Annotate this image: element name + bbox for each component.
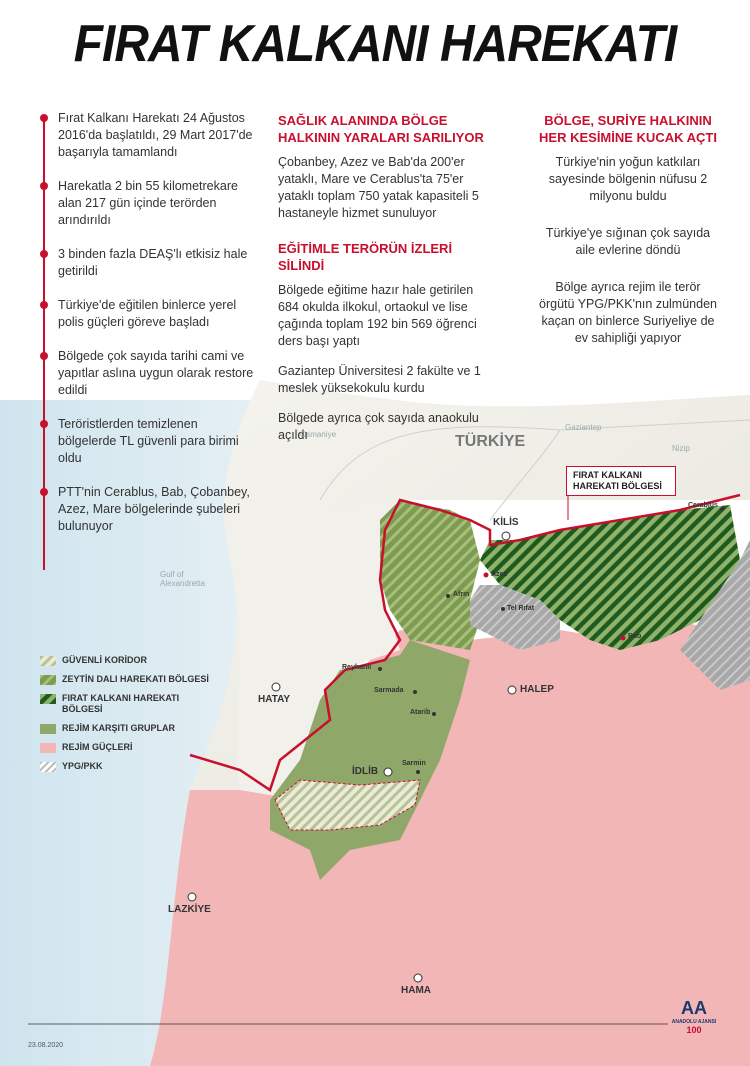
bullet-text: PTT'nin Cerablus, Bab, Çobanbey, Azez, Mare bölgelerinde şubeleri bulunuyor: [58, 485, 250, 533]
publish-date: 23.08.2020: [28, 1042, 64, 1049]
marker-lazkiye: [188, 893, 196, 901]
marker-atarib: [432, 712, 436, 716]
map-legend: [40, 655, 220, 780]
marker-bab: [621, 636, 626, 641]
label-osmaniye: Osmaniye: [300, 430, 337, 439]
bullet-text: Harekatla 2 bin 55 kilometrekare alan 217 gün içinde terörden arındırıldı: [58, 179, 238, 227]
bullet-item: [36, 416, 256, 467]
legend-item-ypg: [40, 761, 220, 772]
label-hatay: HATAY: [258, 694, 291, 705]
health-heading: SAĞLIK ALANINDA BÖLGE HALKININ YARALARI SARILIYOR: [278, 113, 484, 145]
marker-kilis: [502, 532, 510, 540]
label-kilis: KİLİS: [493, 517, 519, 528]
legend-label: GÜVENLİ KORİDOR: [62, 655, 148, 665]
bullet-dot-icon: [40, 182, 48, 190]
hosting-text: Bölge ayrıca rejim ile terör örgütü YPG/PKK'nın zulmünden kaçan on binlerce Suriyeliye de ev sahipliği yapıyor: [539, 280, 717, 345]
refugee-heading: BÖLGE, SURİYE HALKININ HER KESİMİNE KUCAK AÇTI: [539, 113, 717, 145]
label-gulf: Gulf of Alexandretta: [160, 570, 205, 588]
label-bab: Bab: [628, 633, 642, 640]
legend-label: REJİM KARŞITI GRUPLAR: [62, 723, 176, 733]
anniversary-mark: 100: [686, 1025, 702, 1035]
marker-azez: [484, 573, 489, 578]
marker-reyhanli: [378, 667, 382, 671]
bullet-dot-icon: [40, 114, 48, 122]
bullet-item: [36, 297, 256, 331]
marker-hatay: [272, 683, 280, 691]
university-text: Gaziantep Üniversitesi 2 fakülte ve 1 meslek yüksekokulu kurdu: [278, 364, 481, 395]
bullet-text: Fırat Kalkanı Harekatı 24 Ağustos 2016'da başlatıldı, 29 Mart 2017'de başarıyla tamamlandı: [58, 111, 253, 159]
education-heading: EĞİTİMLE TERÖRÜN İZLERİ SİLİNDİ: [278, 241, 453, 273]
ypg-swatch-icon: [40, 762, 56, 772]
bullet-item: [36, 110, 256, 161]
page-title: FIRAT KALKANI HAREKATI: [73, 15, 677, 73]
kindergarten-text: Bölgede ayrıca çok sayıda anaokulu açıldı: [278, 411, 479, 442]
bullet-item: [36, 178, 256, 229]
agency-logo: [670, 998, 718, 1035]
legend-label: FIRAT KALKANI HAREKATI BÖLGESİ: [62, 693, 180, 714]
legend-item-euphrates: [40, 693, 220, 715]
aa-logo-icon: AA: [681, 998, 707, 1018]
bullet-dot-icon: [40, 250, 48, 258]
marker-sarmada: [413, 690, 417, 694]
bullet-dot-icon: [40, 352, 48, 360]
label-turkiye: TÜRKİYE: [455, 433, 526, 450]
label-idlib: İDLİB: [352, 766, 379, 777]
middle-column: [278, 112, 493, 457]
label-sarmin: Sarmin: [402, 760, 426, 767]
marker-hama: [414, 974, 422, 982]
label-halep: HALEP: [520, 684, 554, 695]
legend-label: ZEYTİN DALI HAREKATI BÖLGESİ: [62, 674, 209, 684]
regime-swatch-icon: [40, 743, 56, 753]
legend-item-regime: [40, 742, 220, 753]
label-azez: Azez: [491, 571, 507, 578]
agency-name: ANADOLU AJANSI: [671, 1019, 717, 1025]
population-text: Türkiye'nin yoğun katkıları sayesinde bölgenin nüfusu 2 milyonu buldu: [548, 155, 708, 203]
legend-item-olive: [40, 674, 220, 685]
legend-label: YPG/PKK: [62, 761, 103, 771]
label-afrin: Afrin: [453, 591, 470, 598]
euphrates-callout: FIRAT KALKANI HAREKATI BÖLGESİ: [566, 466, 676, 496]
label-atarib: Atarib: [410, 709, 431, 716]
bullet-list: [36, 110, 256, 552]
health-text: Çobanbey, Azez ve Bab'da 200'er yataklı, Mare ve Cerablus'ta 75'er yataklı toplam 750 yatak kapasiteli 5 hastaneyle hizmet sunuluyor: [278, 155, 479, 220]
label-gaziantep: Gaziantep: [565, 423, 602, 432]
euphrates-swatch-icon: [40, 694, 56, 704]
label-hama: HAMA: [401, 985, 431, 996]
bullet-dot-icon: [40, 301, 48, 309]
bullet-dot-icon: [40, 420, 48, 428]
legend-item-corridor: [40, 655, 220, 666]
marker-telrifat: [501, 607, 505, 611]
bullet-item: [36, 348, 256, 399]
bullet-text: Türkiye'de eğitilen binlerce yerel polis güçleri göreve başladı: [58, 298, 237, 329]
label-telrifat: Tel Rıfat: [507, 605, 535, 612]
bullet-item: [36, 484, 256, 535]
right-column: [538, 112, 718, 360]
opposition-swatch-icon: [40, 724, 56, 734]
marker-afrin: [446, 594, 450, 598]
legend-label: REJİM GÜÇLERİ: [62, 742, 133, 752]
label-lazkiye: LAZKİYE: [168, 904, 211, 915]
bullet-text: 3 binden fazla DEAŞ'lı etkisiz hale getirildi: [58, 247, 248, 278]
marker-idlib: [384, 768, 392, 776]
label-nizip: Nizip: [672, 444, 690, 453]
olive-swatch-icon: [40, 675, 56, 685]
bullet-item: [36, 246, 256, 280]
bullet-text: Bölgede çok sayıda tarihi cami ve yapıtlar aslına uygun olarak restore edildi: [58, 349, 254, 397]
return-text: Türkiye'ye sığınan çok sayıda aile evlerine döndü: [545, 226, 711, 257]
marker-sarmin: [416, 770, 420, 774]
label-cerablus: Cerablus: [688, 502, 718, 509]
marker-cerablus: [720, 507, 724, 511]
bullet-dot-icon: [40, 488, 48, 496]
corridor-swatch-icon: [40, 656, 56, 666]
label-sarmada: Sarmada: [374, 687, 404, 694]
legend-item-opposition: [40, 723, 220, 734]
marker-halep: [508, 686, 516, 694]
label-reyhanli: Reyhanlı: [342, 664, 372, 671]
education-text: Bölgede eğitime hazır hale getirilen 684 okulda ilkokul, ortaokul ve lise çağında toplam 192 bin 569 öğrenci ders başı yaptı: [278, 283, 477, 348]
bullet-text: Teröristlerden temizlenen bölgelerde TL güvenli para birimi oldu: [58, 417, 239, 465]
